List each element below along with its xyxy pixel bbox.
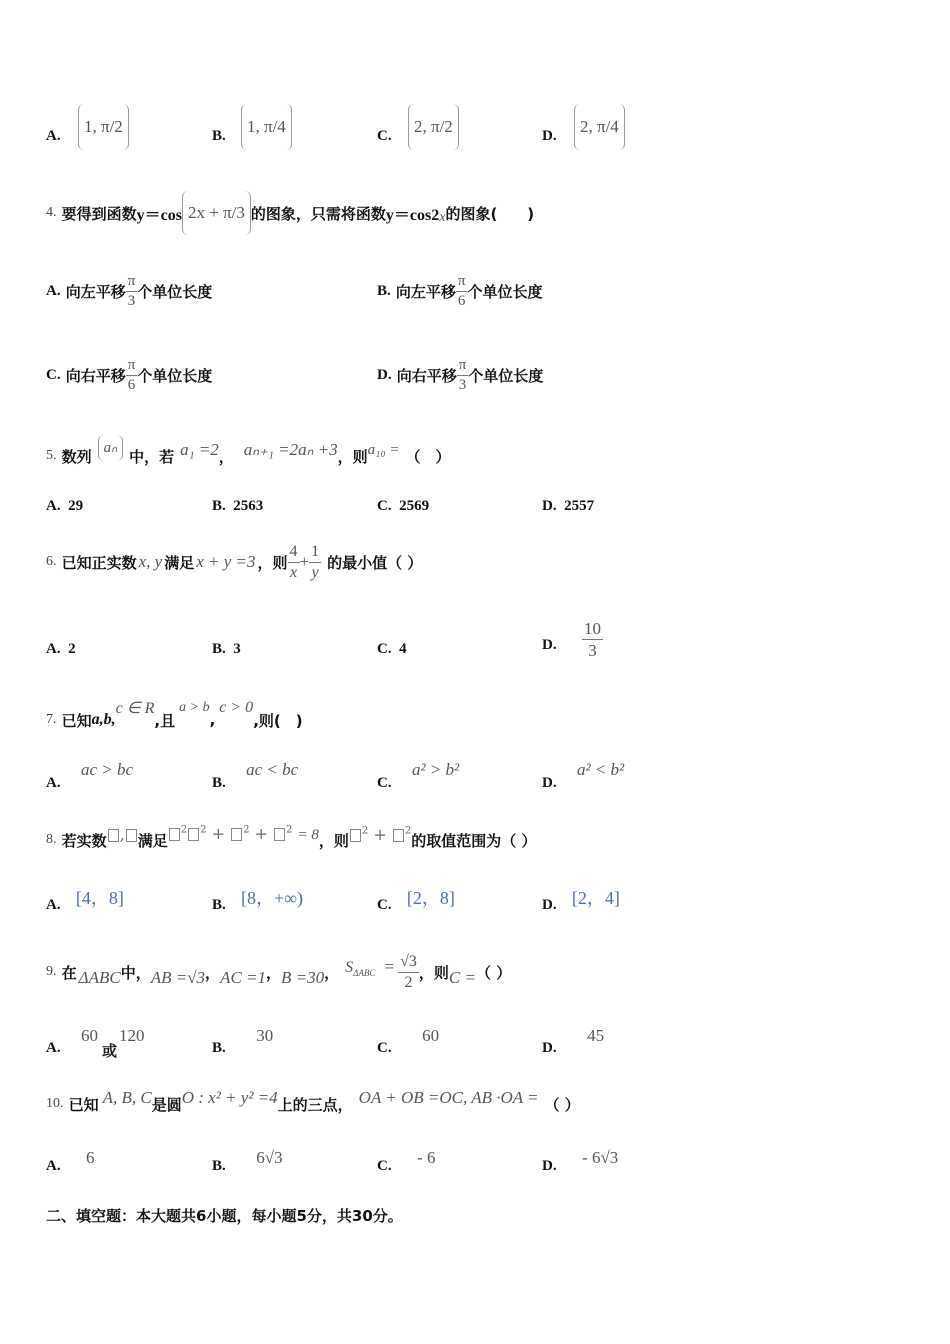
q10-tail: （ ）	[544, 1095, 580, 1114]
option-text: 向左平移	[395, 283, 456, 301]
q8-option-d: D. [2，4]	[542, 888, 620, 913]
q5-separator: ，	[218, 447, 234, 466]
q3-option-d-label: D.	[542, 128, 557, 144]
q6-fraction-1: $\frac{4}{x}$	[289, 542, 298, 581]
option-label: A.	[46, 283, 61, 299]
q5-sequence: aₙ	[98, 435, 123, 461]
q10-vectors: OA + OB =OC, AB ·OA =	[358, 1088, 539, 1107]
q10-option-c: C. - 6	[377, 1148, 436, 1174]
question-8	[46, 820, 536, 860]
q7-option-c: C. a² > b²	[377, 760, 460, 791]
q6-vars: x, y	[138, 552, 163, 571]
q6-option-a: A. 2	[46, 641, 76, 657]
q5-text-3: ，则	[337, 447, 368, 466]
q7-option-a: A. ac > bc	[46, 760, 133, 791]
q10-circle: O : x² + y² =4	[181, 1088, 278, 1107]
q4-text-1: 要得到函数	[61, 204, 137, 223]
q4-text-2: 的图象，只需将函数	[250, 204, 386, 223]
option-fraction: $\frac{\pi}{3}$	[458, 357, 467, 393]
question-number: 7.	[46, 712, 57, 727]
q10-option-a: A. 6	[46, 1148, 95, 1174]
q8-text-3: ，则	[318, 831, 349, 850]
q6-text-3: ，则	[257, 553, 288, 572]
q6-fraction-2: $\frac{1}{y}$	[311, 542, 320, 581]
q6-option-b: B. 3	[212, 641, 241, 657]
option-text: 向右平移	[65, 367, 126, 385]
q8-option-a: A. [4，8]	[46, 888, 124, 913]
q3-option-a-label: A.	[46, 128, 61, 144]
question-10	[46, 1084, 580, 1124]
question-7	[46, 698, 303, 742]
q3-option-a-math: 1, π/2	[78, 104, 129, 150]
question-number: 8.	[46, 832, 57, 847]
q8-text-1: 若实数	[61, 831, 107, 850]
option-fraction: $\frac{\pi}{6}$	[127, 357, 136, 393]
q10-text-3: 上的三点，	[277, 1095, 353, 1114]
question-5	[46, 436, 450, 476]
option-text: 向右平移	[396, 367, 457, 385]
q9-option-d: D. 45	[542, 1026, 605, 1056]
q7-option-b: B. ac < bc	[212, 760, 299, 791]
q10-option-d: D. - 6√3	[542, 1148, 619, 1174]
q9-target: C =	[448, 968, 476, 987]
q5-option-c: C. 2569	[377, 498, 430, 514]
q3-option-c-math: 2, π/2	[408, 104, 459, 150]
question-number: 6.	[46, 554, 57, 569]
option-text: 个单位长度	[137, 283, 213, 301]
q5-target: a₁₀ =	[367, 441, 400, 458]
q6-option-c: C. 4	[377, 641, 407, 657]
q7-set: c ∈ R	[115, 700, 155, 717]
option-text: 个单位长度	[468, 367, 544, 385]
q9-option-c: C. 60	[377, 1026, 440, 1056]
q3-option-b-math: 1, π/4	[241, 104, 292, 150]
q9-condition-1: AB =√3	[150, 968, 206, 987]
q8-equation: $^2$ $^2$ + $^2$ + $^2$ = 8	[168, 824, 319, 844]
q5-option-d: D. 2557	[542, 498, 595, 514]
q8-expression: $^2$ + $^2$	[349, 825, 411, 844]
q6-text-1: 已知正实数	[61, 553, 137, 572]
q5-condition-1: a₁ =2	[180, 440, 219, 459]
q4-option-a	[46, 274, 212, 309]
q7-text-2: ,且	[154, 711, 176, 730]
option-label: B.	[377, 283, 391, 299]
option-fraction: $\frac{\pi}{3}$	[127, 273, 136, 309]
question-number: 4.	[46, 205, 57, 220]
q9-option-a: A. 60 或 120	[46, 1026, 145, 1060]
q8-option-b: B. [8，+∞)	[212, 888, 304, 913]
q3-option-c-label: C.	[377, 128, 392, 144]
q5-text-2: 中，若	[129, 447, 175, 466]
q4-func-1: y＝cos	[136, 206, 182, 224]
q9-area-fraction: $\frac{√3}{2}$	[400, 952, 417, 991]
option-text: 向左平移	[65, 283, 126, 301]
q7-vars: a,b,	[91, 711, 116, 728]
q9-tail: （ ）	[475, 963, 512, 982]
q8-vars-placeholder: ,	[107, 825, 138, 844]
q7-condition-2: c > 0	[219, 699, 254, 716]
q4-var: x	[439, 210, 446, 225]
question-number: 9.	[46, 964, 57, 979]
q10-text-1: 已知	[68, 1095, 99, 1114]
q9-triangle: ΔABC	[78, 968, 121, 987]
q4-option-c	[46, 358, 212, 393]
q6-text-4: 的最小值（ ）	[327, 553, 423, 572]
q4-argument: 2x + π/3	[182, 191, 251, 235]
q8-option-c: C. [2，8]	[377, 888, 455, 913]
q7-condition-1: a > b	[179, 700, 210, 715]
q10-text-2: 是圆	[151, 1095, 182, 1114]
q9-condition-3: B =30	[281, 968, 325, 987]
q9-text-1: 在	[61, 963, 77, 982]
q8-text-2: 满足	[137, 831, 168, 850]
option-fraction: $\frac{\pi}{6}$	[457, 273, 466, 309]
question-number: 5.	[46, 448, 57, 463]
q3-option-d-math: 2, π/4	[574, 104, 625, 150]
q6-text-2: 满足	[164, 553, 195, 572]
option-label: C.	[46, 367, 61, 383]
q7-text-3: ,则( )	[253, 711, 303, 730]
q4-func-2: y＝cos2	[385, 206, 440, 224]
q7-option-d: D. a² < b²	[542, 760, 625, 791]
q6-condition: x + y =3	[196, 552, 256, 571]
q9-text-2: 中，	[120, 963, 151, 982]
q4-text-3: 的图象( )	[445, 204, 535, 223]
q7-comma: ,	[209, 711, 216, 729]
question-9: 9. 在 ΔABC 中， AB =√3 ， AC =1 ， B =30 ， $S_{\Delta ABC}$ = $\frac{√3}{2}$ ，则 C = （ ）	[46, 952, 512, 991]
q5-option-a: A. 29	[46, 498, 84, 514]
option-label: D.	[377, 367, 392, 383]
q9-area: $S_{\Delta ABC}$ =	[345, 957, 395, 979]
question-4	[46, 188, 534, 238]
q6-option-d: D. $\frac{10}{3}$	[542, 618, 602, 660]
q10-points: A, B, C	[102, 1088, 152, 1107]
question-number: 10.	[46, 1096, 64, 1111]
q4-option-d	[377, 358, 543, 393]
question-6	[46, 532, 422, 592]
q7-text-1: 已知	[61, 711, 92, 730]
q5-text-1: 数列	[61, 447, 92, 466]
q6-plus: +	[299, 552, 310, 571]
option-fraction: $\frac{10}{3}$	[584, 618, 602, 660]
q8-text-4: 的取值范围为（ ）	[411, 831, 537, 850]
q5-option-b: B. 2563	[212, 498, 264, 514]
q9-option-b: B. 30	[212, 1026, 274, 1056]
q3-option-b-label: B.	[212, 128, 226, 144]
q5-condition-2: aₙ₊₁ =2aₙ +3	[243, 440, 338, 459]
q4-option-b	[377, 274, 542, 309]
option-text: 个单位长度	[137, 367, 213, 385]
q10-option-b: B. 6√3	[212, 1148, 283, 1174]
q9-condition-2: AC =1	[220, 968, 267, 987]
option-text: 个单位长度	[467, 283, 543, 301]
q5-tail: （ ）	[405, 447, 451, 466]
q9-text-3: ，则	[418, 963, 449, 982]
section-2-title: 二、填空题：本大题共6小题，每小题5分，共30分。	[46, 1207, 403, 1225]
